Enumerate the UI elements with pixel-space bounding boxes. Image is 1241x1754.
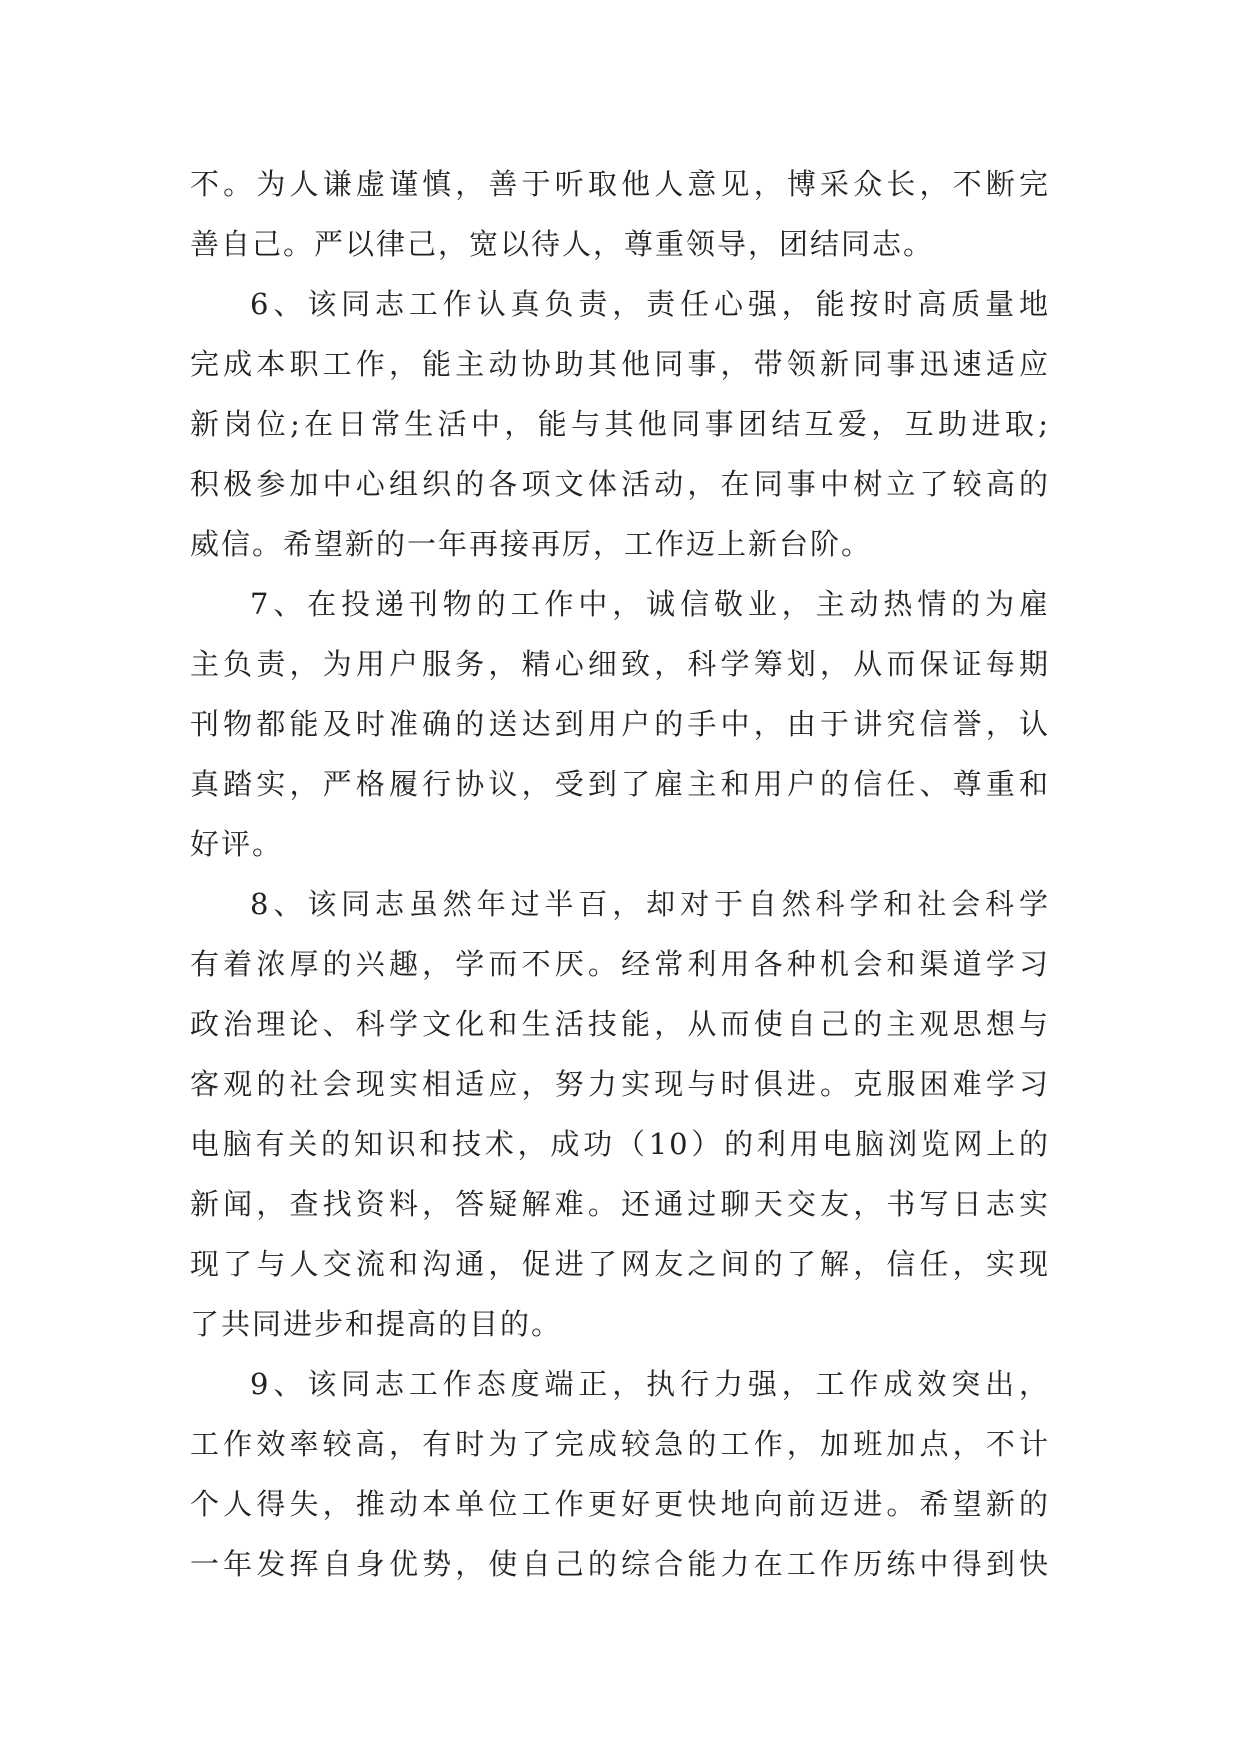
text-line: 个人得失，推动本单位工作更好更快地向前迈进。希望新的 xyxy=(190,1487,1050,1521)
text-line: 不。为人谦虚谨慎，善于听取他人意见，博采众长，不断完 xyxy=(190,167,1050,201)
text-line: 真踏实，严格履行协议，受到了雇主和用户的信任、尊重和 xyxy=(190,767,1050,801)
text-line: 新闻，查找资料，答疑解难。还通过聊天交友，书写日志实 xyxy=(190,1187,1050,1221)
text-line: 9、该同志工作态度端正，执行力强，工作成效突出， xyxy=(250,1367,1050,1401)
text-line: 电脑有关的知识和技术，成功（10）的利用电脑浏览网上的 xyxy=(190,1127,1050,1161)
text-line: 客观的社会现实相适应，努力实现与时俱进。克服困难学习 xyxy=(190,1067,1050,1101)
text-line: 8、该同志虽然年过半百，却对于自然科学和社会科学 xyxy=(250,887,1050,921)
text-line: 主负责，为用户服务，精心细致，科学筹划，从而保证每期 xyxy=(190,647,1050,681)
text-line: 威信。希望新的一年再接再厉，工作迈上新台阶。 xyxy=(190,527,873,561)
text-line: 了共同进步和提高的目的。 xyxy=(190,1307,563,1341)
text-line: 一年发挥自身优势，使自己的综合能力在工作历练中得到快 xyxy=(190,1547,1050,1581)
text-line: 现了与人交流和沟通，促进了网友之间的了解，信任，实现 xyxy=(190,1247,1050,1281)
text-line: 刊物都能及时准确的送达到用户的手中，由于讲究信誉，认 xyxy=(190,707,1050,741)
paragraph-5-tail xyxy=(190,154,1050,274)
text-line: 积极参加中心组织的各项文体活动，在同事中树立了较高的 xyxy=(190,467,1050,501)
text-line: 新岗位;在日常生活中，能与其他同事团结互爱，互助进取; xyxy=(190,407,1050,441)
text-line: 政治理论、科学文化和生活技能，从而使自己的主观思想与 xyxy=(190,1007,1050,1041)
text-line: 善自己。严以律己，宽以待人，尊重领导，团结同志。 xyxy=(190,227,935,261)
document-body xyxy=(190,154,1050,1594)
text-line: 完成本职工作，能主动协助其他同事，带领新同事迅速适应 xyxy=(190,347,1050,381)
paragraph-9 xyxy=(190,1354,1050,1594)
paragraph-7 xyxy=(190,574,1050,874)
text-line: 6、该同志工作认真负责，责任心强，能按时高质量地 xyxy=(250,287,1050,321)
text-line: 好评。 xyxy=(190,827,284,861)
paragraph-8 xyxy=(190,874,1050,1354)
paragraph-6 xyxy=(190,274,1050,574)
text-line: 7、在投递刊物的工作中，诚信敬业，主动热情的为雇 xyxy=(250,587,1050,621)
text-line: 有着浓厚的兴趣，学而不厌。经常利用各种机会和渠道学习 xyxy=(190,947,1050,981)
text-line: 工作效率较高，有时为了完成较急的工作，加班加点，不计 xyxy=(190,1427,1050,1461)
